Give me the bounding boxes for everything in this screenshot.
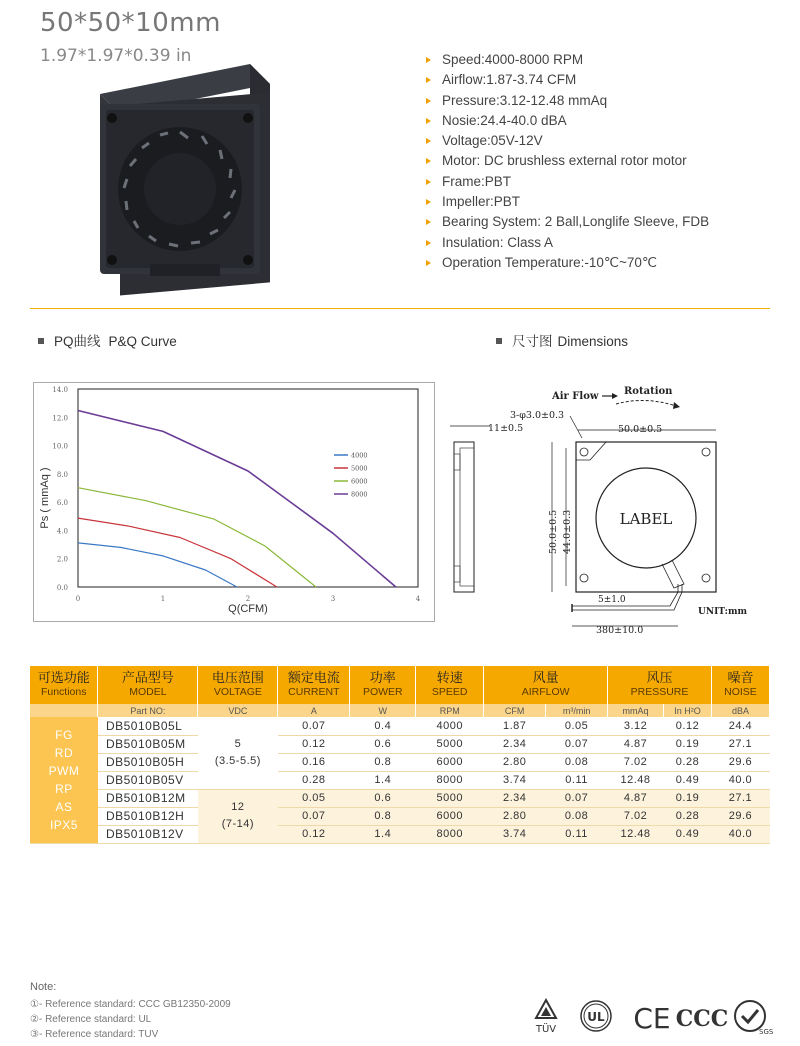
header-airflow: 风量 AIRFLOW [484,666,608,704]
legend-label-4000: 4000 [351,451,368,460]
unit-cell: m³/min [546,704,608,717]
table-body [30,717,770,843]
value-cell: 27.1 [711,789,769,807]
width-dimension: 50.0±0.5 [618,424,663,435]
dimensions-heading-cn: 尺寸图 [512,334,553,349]
model-cell: DB5010B05L [98,717,198,735]
notes [30,980,231,1042]
value-cell: 29.6 [711,807,769,825]
note-title: Note: [30,981,57,993]
x-tick-label: 2 [245,595,251,603]
product-image [80,64,280,294]
value-cell: 0.12 [278,735,350,753]
value-cell: 2.34 [484,789,546,807]
note-item: ②- Reference standard: UL [30,1014,152,1025]
value-cell: 0.05 [278,789,350,807]
function-item: FG [55,727,73,742]
table-row [30,717,770,735]
height-inner-dimension: 44.0±0.3 [562,509,573,554]
y-tick-label: 2.0 [56,555,68,564]
value-cell: 4000 [416,717,484,735]
value-cell: 12.48 [608,825,664,843]
svg-text:SGS: SGS [759,1028,774,1036]
value-cell: 0.28 [664,807,712,825]
y-tick-label: 6.0 [56,499,68,508]
function-item: PWM [48,763,80,778]
spec-item-bearing: Bearing System: 2 Ball,Longlife Sleeve, FDB [424,212,709,232]
series-line-6000 [78,488,316,587]
ul-logo-icon [581,1001,611,1031]
rotation-arrow-head [673,402,680,409]
unit-cell: CFM [484,704,546,717]
value-cell: 0.8 [350,753,416,771]
unit-cell: W [350,704,416,717]
value-cell: 0.6 [350,735,416,753]
holes-leader [570,416,582,438]
ccc-logo-icon: CCC [675,1006,729,1032]
unit-cell: mmAq [608,704,664,717]
dimensions-drawing [440,378,770,640]
spec-item-noise: Nosie:24.4-40.0 dBA [424,111,709,131]
voltage-cell: 12 (7-14) [198,789,278,843]
note-item: ①- Reference standard: CCC GB12350-2009 [30,999,231,1010]
spec-list [424,50,709,273]
x-axis-label: Q(CFM) [228,603,268,615]
value-cell: 2.80 [484,807,546,825]
pq-curve-chart [33,382,435,622]
value-cell: 0.07 [546,789,608,807]
spec-item-impeller: Impeller:PBT [424,192,709,212]
value-cell: 0.6 [350,789,416,807]
x-tick-label: 4 [415,595,421,603]
y-tick-label: 12.0 [52,414,68,423]
svg-text:TÜV: TÜV [535,1024,557,1035]
value-cell: 4.87 [608,789,664,807]
value-cell: 29.6 [711,753,769,771]
value-cell: 3.74 [484,825,546,843]
value-cell: 0.4 [350,717,416,735]
legend-label-5000: 5000 [351,464,368,473]
dimensions-section-heading [496,330,628,350]
value-cell: 0.49 [664,825,712,843]
y-tick-label: 8.0 [56,470,68,479]
value-cell: 0.28 [278,771,350,789]
unit-cell: dBA [711,704,769,717]
spec-item-pressure: Pressure:3.12-12.48 mmAq [424,91,709,111]
unit-label: UNIT:mm [698,607,748,617]
curve-heading-en: P&Q Curve [108,334,177,349]
table-row [30,753,770,771]
spec-item-motor: Motor: DC brushless external rotor motor [424,151,709,171]
ce-logo-icon: CE [633,1002,671,1035]
value-cell: 0.08 [546,807,608,825]
value-cell: 0.11 [546,771,608,789]
section-divider [30,308,770,309]
spec-item-airflow: Airflow:1.87-3.74 CFM [424,70,709,90]
function-item: AS [55,799,73,814]
functions-cell [30,717,98,843]
table-row [30,771,770,789]
note-item: ③- Reference standard: TUV [30,1029,159,1040]
header-power: 功率 POWER [350,666,416,704]
unit-cell: Part NO: [98,704,198,717]
plot-area [78,389,418,587]
header-speed: 转速 SPEED [416,666,484,704]
y-tick-label: 0.0 [56,584,68,592]
model-cell: DB5010B05M [98,735,198,753]
svg-text:UL: UL [587,1010,605,1024]
x-tick-label: 1 [160,595,166,603]
value-cell: 0.28 [664,753,712,771]
unit-cell: In H²O [664,704,712,717]
y-axis-label: Ps ( mmAq ) [39,467,51,529]
value-cell: 0.07 [278,717,350,735]
y-tick-label: 10.0 [52,442,68,451]
value-cell: 6000 [416,753,484,771]
page-title: 50*50*10mm [40,8,221,38]
value-cell: 0.19 [664,735,712,753]
mount-hole [702,574,710,582]
spec-item-insulation: Insulation: Class A [424,233,709,253]
dimensions-heading-en: Dimensions [557,334,629,349]
function-item: RD [54,745,74,760]
mount-hole [702,448,710,456]
value-cell: 0.49 [664,771,712,789]
series-line-8000 [78,411,396,588]
curve-heading-cn: PQ曲线 [54,334,101,349]
y-tick-label: 4.0 [56,527,68,536]
value-cell: 12.48 [608,771,664,789]
height-outer-dimension: 50.0±0.5 [548,509,559,554]
legend-label-6000: 6000 [351,477,368,486]
value-cell: 0.8 [350,807,416,825]
header-functions: 可选功能 Functions [30,666,98,704]
spec-item-frame: Frame:PBT [424,172,709,192]
side-view-outline [454,442,474,592]
value-cell: 3.74 [484,771,546,789]
value-cell: 0.07 [546,735,608,753]
certification-logos [530,996,774,1040]
rotation-arrow [616,400,676,406]
table-row [30,825,770,843]
spec-item-voltage: Voltage:05V-12V [424,131,709,151]
y-tick-label: 14.0 [52,386,68,394]
tuv-logo-icon [535,1000,556,1035]
value-cell: 1.4 [350,825,416,843]
value-cell: 0.12 [664,717,712,735]
value-cell: 0.12 [278,825,350,843]
value-cell: 40.0 [711,771,769,789]
page-subtitle: 1.97*1.97*0.39 in [40,46,192,66]
lead-strip-dimension: 5±1.0 [598,595,626,605]
value-cell: 1.87 [484,717,546,735]
sgs-logo-icon [735,1001,774,1036]
header-model: 产品型号 MODEL [98,666,198,704]
model-cell: DB5010B05H [98,753,198,771]
value-cell: 0.11 [546,825,608,843]
table-row [30,789,770,807]
value-cell: 8000 [416,771,484,789]
model-cell: DB5010B12V [98,825,198,843]
model-cell: DB5010B12H [98,807,198,825]
value-cell: 0.08 [546,753,608,771]
value-cell: 0.07 [278,807,350,825]
unit-cell: VDC [198,704,278,717]
value-cell: 40.0 [711,825,769,843]
mount-hole [580,448,588,456]
value-cell: 5000 [416,789,484,807]
table-units-row [30,704,770,717]
table-row [30,807,770,825]
model-cell: DB5010B12M [98,789,198,807]
label-text: LABEL [619,510,673,528]
mount-hole [580,574,588,582]
value-cell: 0.19 [664,789,712,807]
value-cell: 0.05 [546,717,608,735]
header-current: 额定电流 CURRENT [278,666,350,704]
header-pressure: 风压 PRESSURE [608,666,712,704]
side-thickness-dimension: 11±0.5 [488,423,524,434]
series-line-5000 [78,518,277,587]
air-flow-arrow-head [612,393,618,399]
value-cell: 5000 [416,735,484,753]
value-cell: 1.4 [350,771,416,789]
function-item: RP [55,781,73,796]
holes-dimension: 3-φ3.0±0.3 [510,410,565,421]
curve-section-heading [38,330,177,350]
series-line-4000 [78,543,237,587]
value-cell: 24.4 [711,717,769,735]
header-noise: 噪音 NOISE [711,666,769,704]
bullet-square-icon [496,338,502,344]
table-row [30,735,770,753]
value-cell: 0.16 [278,753,350,771]
model-cell: DB5010B05V [98,771,198,789]
rotation-label: Rotation [624,386,673,397]
value-cell: 6000 [416,807,484,825]
function-item: IPX5 [49,817,78,832]
x-tick-label: 3 [330,595,336,603]
voltage-cell: 5 (3.5-5.5) [198,717,278,789]
legend-label-8000: 8000 [351,490,368,499]
spec-table [30,666,770,844]
spec-item-temperature: Operation Temperature:-10℃~70℃ [424,253,709,273]
x-tick-label: 0 [75,595,81,603]
value-cell: 8000 [416,825,484,843]
value-cell: 2.34 [484,735,546,753]
header-voltage: 电压范围 VOLTAGE [198,666,278,704]
air-flow-label: Air Flow [552,391,599,402]
lead-length-dimension: 380±10.0 [596,625,644,636]
unit-cell: A [278,704,350,717]
value-cell: 7.02 [608,807,664,825]
pq-chart-svg [34,383,434,621]
table-header-row [30,666,770,704]
value-cell: 7.02 [608,753,664,771]
value-cell: 2.80 [484,753,546,771]
value-cell: 4.87 [608,735,664,753]
value-cell: 27.1 [711,735,769,753]
value-cell: 3.12 [608,717,664,735]
spec-item-speed: Speed:4000-8000 RPM [424,50,709,70]
bullet-square-icon [38,338,44,344]
unit-cell: RPM [416,704,484,717]
